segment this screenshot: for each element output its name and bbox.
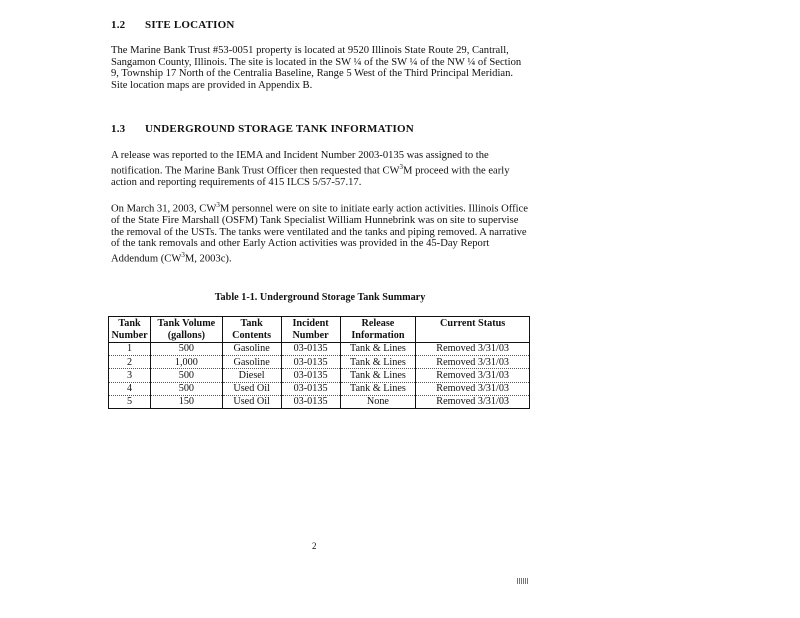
table-header-row <box>109 317 530 343</box>
text-run: M, 2003c). <box>184 253 232 265</box>
cell-tank-number: 2 <box>109 356 151 369</box>
header-line: Number <box>292 329 329 341</box>
cell-current-status: Removed 3/31/03 <box>416 395 530 408</box>
release-report-paragraph <box>111 150 529 188</box>
table-row <box>109 369 530 382</box>
col-header-incident-number <box>281 317 340 343</box>
cell-tank-number: 4 <box>109 382 151 395</box>
cell-tank-volume: 1,000 <box>151 356 223 369</box>
superscript: 3 <box>216 201 220 209</box>
cell-tank-contents: Used Oil <box>222 382 281 395</box>
col-header-tank-contents <box>222 317 281 343</box>
cell-incident-number: 03-0135 <box>281 395 340 408</box>
header-line: Incident <box>292 318 329 329</box>
ust-summary-table <box>108 316 530 409</box>
header-line: (gallons) <box>167 329 206 341</box>
col-header-current-status <box>416 317 530 343</box>
section-title: UNDERGROUND STORAGE TANK INFORMATION <box>145 123 414 135</box>
cell-incident-number: 03-0135 <box>281 382 340 395</box>
header-line: Tank Volume <box>157 318 216 329</box>
scan-mark <box>517 578 528 584</box>
text-run: On March 31, 2003, CW <box>111 203 217 215</box>
cell-tank-number: 3 <box>109 369 151 382</box>
header-line: Release <box>361 318 395 329</box>
header-line: Current Status <box>440 318 506 329</box>
section-number: 1.2 <box>111 19 126 31</box>
table-row <box>109 343 530 356</box>
cell-tank-number: 5 <box>109 395 151 408</box>
cell-release-info: None <box>340 395 416 408</box>
cell-current-status: Removed 3/31/03 <box>416 369 530 382</box>
header-line: Information <box>351 329 405 341</box>
col-header-tank-number <box>109 317 151 343</box>
section-title: SITE LOCATION <box>145 19 235 31</box>
table-row <box>109 356 530 369</box>
section-1-3-heading <box>111 123 414 135</box>
cell-release-info: Tank & Lines <box>340 382 416 395</box>
header-line: Tank <box>118 318 141 329</box>
cell-tank-contents: Diesel <box>222 369 281 382</box>
cell-current-status: Removed 3/31/03 <box>416 382 530 395</box>
text-run: A release was reported to the IEMA and Incident Number 2003-0135 was assigned to the notification. The Marine Bank Trust Officer then requested that CW <box>111 150 489 177</box>
cell-tank-volume: 500 <box>151 343 223 356</box>
page-number: 2 <box>312 541 317 551</box>
section-1-2-heading <box>111 19 235 31</box>
text-run: M personnel were on site to initiate early action activities. Illinois Office of the State Fire Marshall (OSFM) Tank Specialist William Hunnebrink was on site to supervise the removal of the USTs. The tanks were ventilated and the tanks and piping removed. A narrative of the tank removals and other Early Action activities was provided in the 45-Day Report Addendum (CW <box>111 203 528 265</box>
superscript: 3 <box>399 162 404 171</box>
text-run: M proceed with the early action and reporting requirements of 415 ILCS 5/57-57.17. <box>111 165 510 188</box>
cell-tank-volume: 150 <box>151 395 223 408</box>
cell-incident-number: 03-0135 <box>281 369 340 382</box>
cell-current-status: Removed 3/31/03 <box>416 343 530 356</box>
header-line: Contents <box>232 329 272 341</box>
cell-tank-volume: 500 <box>151 369 223 382</box>
cell-incident-number: 03-0135 <box>281 343 340 356</box>
section-number: 1.3 <box>111 123 126 135</box>
header-line: Tank <box>240 318 263 329</box>
cell-current-status: Removed 3/31/03 <box>416 356 530 369</box>
cell-incident-number: 03-0135 <box>281 356 340 369</box>
cell-tank-number: 1 <box>109 343 151 356</box>
col-header-tank-volume <box>151 317 223 343</box>
site-location-paragraph: The Marine Bank Trust #53-0051 property is located at 9520 Illinois State Route 29, Cantrall, Sangamon County, Illinois. The site is located in the SW ¼ of the SW ¼ of the NW ¼ of Section 9, Township 17 North of the Centralia Baseline, Range 5 West of the Third Principal Meridian. Site location maps are provided in Appendix B. <box>111 45 522 91</box>
early-action-paragraph <box>111 200 529 265</box>
cell-tank-contents: Gasoline <box>222 343 281 356</box>
cell-release-info: Tank & Lines <box>340 369 416 382</box>
table-caption: Table 1-1. Underground Storage Tank Summary <box>214 292 426 303</box>
cell-release-info: Tank & Lines <box>340 356 416 369</box>
table-row <box>109 382 530 395</box>
cell-tank-contents: Used Oil <box>222 395 281 408</box>
superscript: 3 <box>181 250 185 259</box>
header-line: Number <box>111 329 148 341</box>
cell-release-info: Tank & Lines <box>340 343 416 356</box>
cell-tank-contents: Gasoline <box>222 356 281 369</box>
col-header-release-info <box>340 317 416 343</box>
cell-tank-volume: 500 <box>151 382 223 395</box>
table-row <box>109 395 530 408</box>
